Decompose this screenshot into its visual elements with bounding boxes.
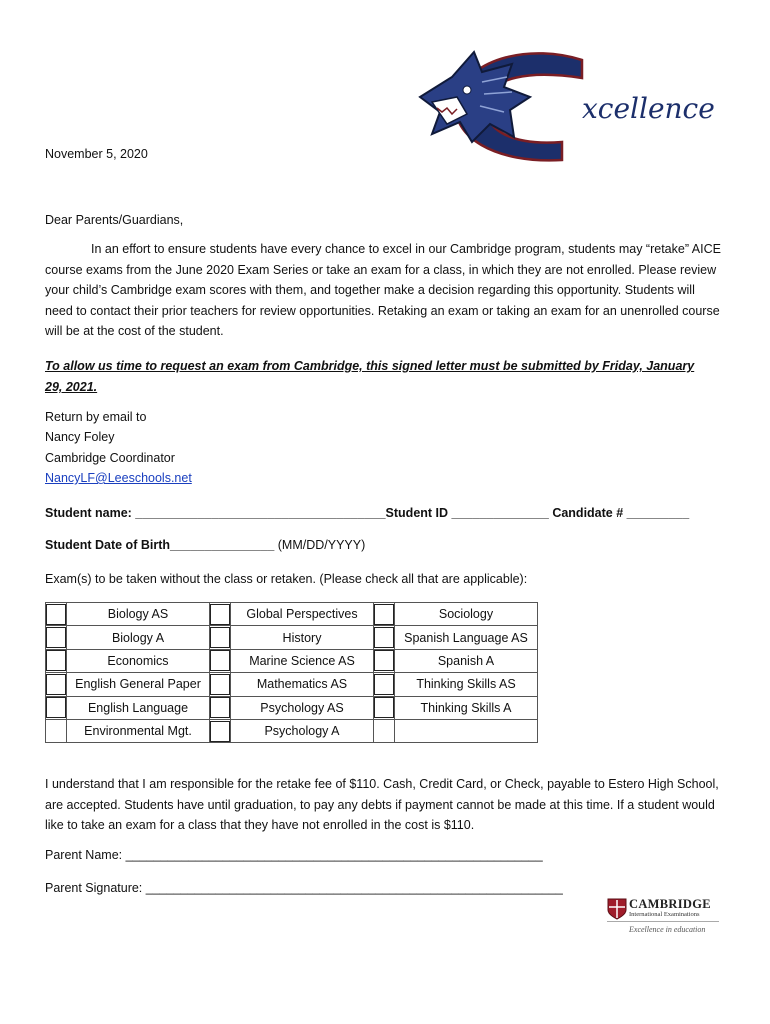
contact-title: Cambridge Coordinator xyxy=(45,451,175,465)
table-row xyxy=(46,649,538,672)
exam-label: Spanish Language AS xyxy=(395,626,538,649)
letter-date: November 5, 2020 xyxy=(45,147,148,161)
checkbox-biology-a[interactable] xyxy=(46,627,66,648)
checkbox-marine-science-as[interactable] xyxy=(210,650,230,671)
return-instruction: Return by email to xyxy=(45,410,147,424)
cambridge-shield-icon xyxy=(607,898,627,920)
exam-label: Mathematics AS xyxy=(231,673,374,696)
exam-label: Sociology xyxy=(395,603,538,626)
table-row xyxy=(46,696,538,719)
checkbox-mathematics-as[interactable] xyxy=(210,674,230,695)
contact-email-link[interactable]: NancyLF@Leeschools.net xyxy=(45,471,192,485)
exams-instruction: Exam(s) to be taken without the class or retaken. (Please check all that are applicable): xyxy=(45,572,528,586)
contact-name: Nancy Foley xyxy=(45,430,115,444)
logo-text: xcellence xyxy=(582,92,715,125)
exam-label: Biology AS xyxy=(67,603,210,626)
exam-label: Thinking Skills AS xyxy=(395,673,538,696)
student-info-line[interactable]: Student name: ____________________________________Student ID ______________ Candidate # _________ xyxy=(45,506,690,520)
fee-paragraph: I understand that I am responsible for the retake fee of $110. Cash, Credit Card, or Check, payable to Estero High School, are accepted. Students have until graduation, to pay any debts if payment cannot be made at this time. If a student would like to take an exam for a class that they have not enrolled in the cost is $110. xyxy=(45,777,719,832)
checkbox-sociology[interactable] xyxy=(374,604,394,625)
cambridge-tagline: Excellence in education xyxy=(629,925,706,934)
exam-label: Spanish A xyxy=(395,649,538,672)
table-row xyxy=(46,719,538,742)
table-row xyxy=(46,603,538,626)
salutation: Dear Parents/Guardians, xyxy=(45,213,184,227)
checkbox-economics[interactable] xyxy=(46,650,66,671)
dob-line[interactable] xyxy=(45,538,365,552)
checkbox-psychology-a[interactable] xyxy=(210,721,230,742)
exam-selection-table xyxy=(45,602,538,743)
exam-label-empty xyxy=(395,719,538,742)
table-row xyxy=(46,673,538,696)
cambridge-subtitle: International Examinations xyxy=(629,911,700,918)
checkbox-spanish-language-as[interactable] xyxy=(374,627,394,648)
parent-name-field[interactable]: Parent Name: ____________________________________________________________ xyxy=(45,848,543,862)
exam-label: Psychology AS xyxy=(231,696,374,719)
exam-label: Economics xyxy=(67,649,210,672)
exam-label: English General Paper xyxy=(67,673,210,696)
exam-label: Thinking Skills A xyxy=(395,696,538,719)
exam-label: History xyxy=(231,626,374,649)
wildcat-excellence-logo xyxy=(412,42,715,167)
cambridge-name: CAMBRIDGE xyxy=(629,897,711,911)
checkbox-history[interactable] xyxy=(210,627,230,648)
checkbox-global-perspectives[interactable] xyxy=(210,604,230,625)
exam-label: Psychology A xyxy=(231,719,374,742)
body-paragraph: In an effort to ensure students have every chance to excel in our Cambridge program, students may “retake” AICE course exams from the June 2020 Exam Series or take an exam for a class, in which they are not enrolled. Please review your child’s Cambridge exam scores with them, and together make a decision regarding this opportunity. Students will need to contact their prior teachers for review opportunities. Retaking an exam or taking an exam for an unenrolled course will be at the cost of the student. xyxy=(45,242,721,338)
table-row xyxy=(46,626,538,649)
checkbox-english-language[interactable] xyxy=(46,697,66,718)
exam-label: English Language xyxy=(67,696,210,719)
exam-label: Biology A xyxy=(67,626,210,649)
checkbox-thinking-skills-as[interactable] xyxy=(374,674,394,695)
logo-divider xyxy=(607,921,719,922)
checkbox-psychology-as[interactable] xyxy=(210,697,230,718)
exam-label: Marine Science AS xyxy=(231,649,374,672)
exam-label: Environmental Mgt. xyxy=(67,719,210,742)
deadline-notice: To allow us time to request an exam from Cambridge, this signed letter must be submitted by Friday, January 29, 2021. xyxy=(45,359,695,394)
checkbox-english-general-paper[interactable] xyxy=(46,674,66,695)
dob-label: Student Date of Birth_______________ xyxy=(45,538,275,552)
dob-format: (MM/DD/YYYY) xyxy=(274,538,366,552)
checkbox-biology-as[interactable] xyxy=(46,604,66,625)
parent-signature-field[interactable]: Parent Signature: ____________________________________________________________ xyxy=(45,881,563,895)
checkbox-spanish-a[interactable] xyxy=(374,650,394,671)
cambridge-logo xyxy=(607,896,727,938)
exam-label: Global Perspectives xyxy=(231,603,374,626)
checkbox-thinking-skills-a[interactable] xyxy=(374,697,394,718)
